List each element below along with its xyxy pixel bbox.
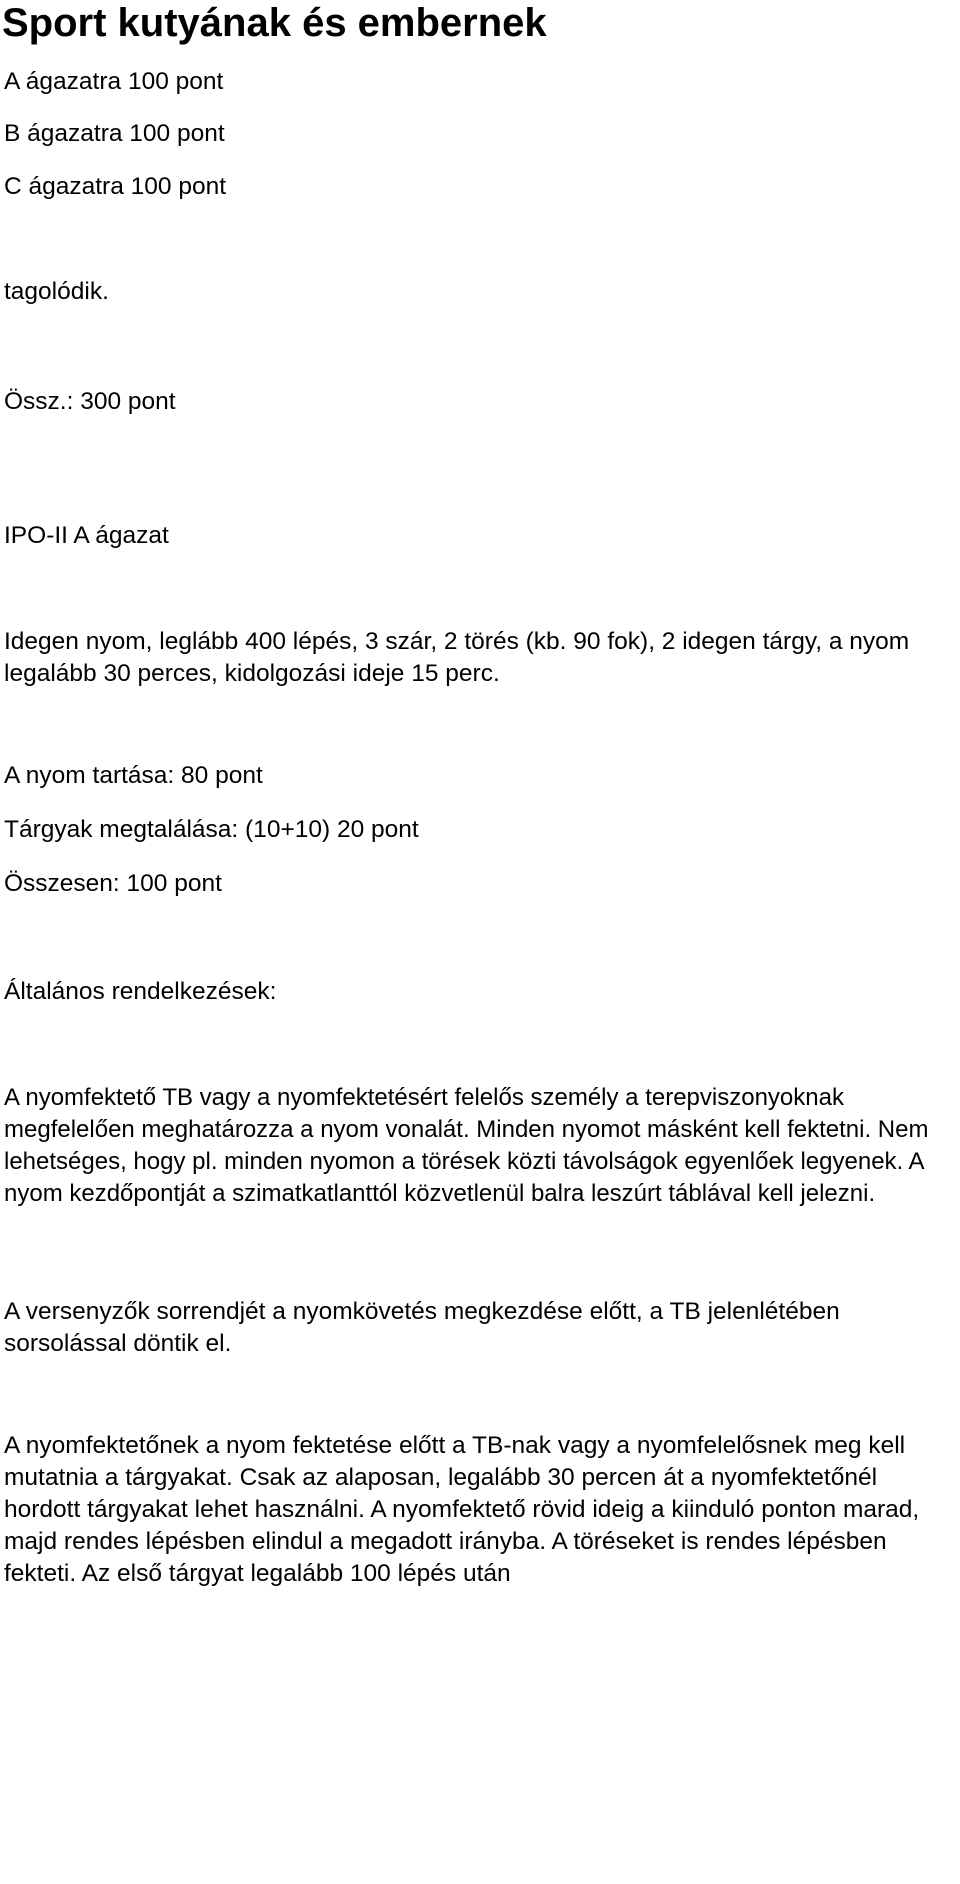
paragraph-objects: A nyomfektetőnek a nyom fektetése előtt a TB-nak vagy a nyomfelelősnek meg kell mutatnia a tárgyakat. Csak az alaposan, legalább 30 percen át a nyomfektetőnél hordott tárgyakat lehet használni. A nyomfektető rövid ideig a kiinduló ponton marad, majd rendes lépésben elindul a megadott irányba. A töréseket is rendes lépésben fekteti. Az első tárgyat legalább 100 lépés után [4,1432,920,1587]
objects-found-score: Tárgyak megtalálása: (10+10) 20 pont [4,816,419,843]
paragraph-competitor-order: A versenyzők sorrendjét a nyomkövetés megkezdése előtt, a TB jelenlétében sorsolással döntik el. [4,1298,840,1357]
divided-text: tagolódik. [4,278,109,305]
section-title: IPO-II A ágazat [4,522,169,549]
track-holding-score: A nyom tartása: 80 pont [4,762,263,789]
branch-c-line: C ágazatra 100 pont [4,173,227,200]
branch-a-line: A ágazatra 100 pont [4,68,224,95]
page-title: Sport kutyának és embernek [2,1,547,45]
paragraph-track-layout: A nyomfektető TB vagy a nyomfektetésért felelős személy a terepviszonyoknak megfelelően meghatározza a nyom vonalát. Minden nyomot másként kell fektetni. Nem lehetséges, hogy pl. minden nyomon a törések közti távolságok egyenlőek legyenek. A nyom kezdőpontját a szimatkatlanttól közvetlenül balra leszúrt táblával kell jelezni. [4,1084,929,1207]
total-points: Össz.: 300 pont [4,388,176,415]
track-description: Idegen nyom, leglább 400 lépés, 3 szár, 2 törés (kb. 90 fok), 2 idegen tárgy, a nyom legalább 30 perces, kidolgozási ideje 15 perc. [4,628,910,687]
branch-b-line: B ágazatra 100 pont [4,120,225,147]
sum-score: Összesen: 100 pont [4,870,222,897]
general-provisions-heading: Általános rendelkezések: [4,978,277,1005]
